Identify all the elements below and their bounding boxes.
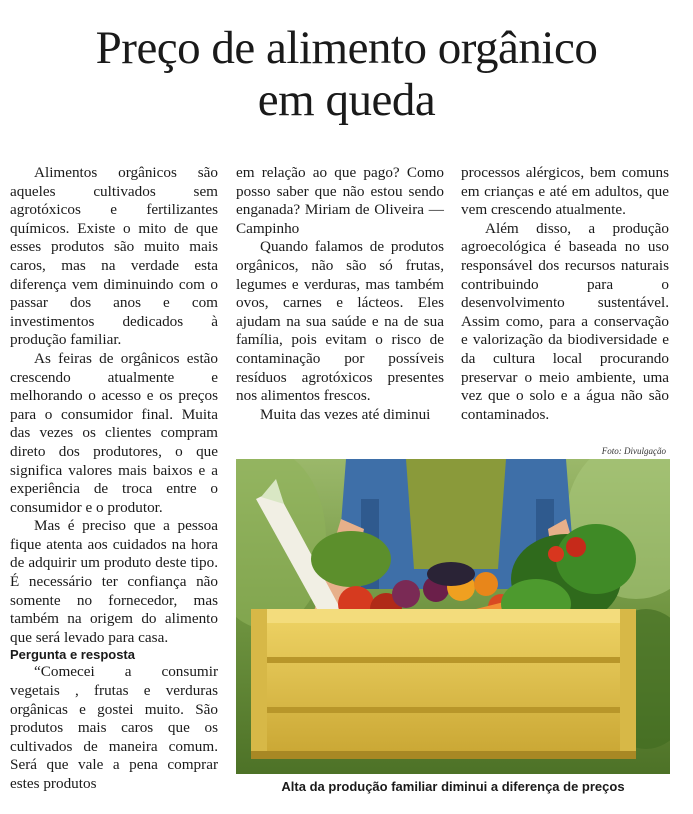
article-column-2 bbox=[236, 164, 444, 424]
headline-line-2: em queda bbox=[257, 74, 436, 126]
paragraph: processos alérgicos, bem comuns em crianças e até em adultos, que vem crescendo atualmente. bbox=[461, 164, 669, 219]
photo-caption: Alta da produção familiar diminui a diferença de preços bbox=[281, 779, 625, 794]
paragraph: Além disso, a produção agroecológica é baseada no uso responsável dos recursos naturais contribuindo para o desenvolvimento sustentável. Assim como, para a conservação e valorização da biodiversidade e da cultura local procurando preservar o meio ambiente, uma vez que o solo e a água não são contaminados. bbox=[461, 219, 669, 423]
paragraph: Muita das vezes até diminui bbox=[260, 405, 431, 423]
section-subheading: Pergunta e resposta bbox=[10, 647, 135, 663]
photo-credit: Foto: Divulgação bbox=[601, 446, 666, 456]
paragraph: em relação ao que pago? Como posso saber que não estou sendo enganada? Miriam de Oliveira — Campinho bbox=[236, 164, 444, 237]
paragraph: Quando falamos de produtos orgânicos, não são só frutas, legumes e verduras, mas também ovos, carnes e lácteos. Eles ajudam na sua saúde e na de sua família, pois evitam o risco de contaminação por possíveis resíduos agrotóxicos presentes nos alimentos frescos. bbox=[236, 238, 444, 405]
paragraph: Alimentos orgânicos são aqueles cultivados sem agrotóxicos e fertilizantes químicos. Existe o mito de que esses produtos são muito mais caros, mas na verdade esta diferença vem diminuindo com o passar dos anos e com investimentos dedicados à produção familiar. bbox=[10, 164, 218, 349]
question-paragraph: “Comecei a consumir vegetais , frutas e verduras orgânicas e gostei muito. São produtos mais caros que os cultivados de maneira comum. Será que vale a pena comprar estes produtos bbox=[10, 663, 218, 792]
vegetable-crate-photo bbox=[236, 459, 670, 774]
article-column-3 bbox=[461, 164, 669, 424]
paragraph: Mas é preciso que a pessoa fique atenta aos cuidados na hora de adquirir um produto deste tipo. É necessário ter confiança não somente no fornecedor, mas também na origem do alimento que será levado para casa. bbox=[10, 517, 218, 646]
headline-line-1: Preço de alimento orgânico bbox=[95, 22, 598, 74]
headline bbox=[0, 22, 693, 126]
article-column-1 bbox=[10, 164, 218, 794]
paragraph: As feiras de orgânicos estão crescendo atualmente e melhorando o acesso e os preços para o consumidor final. Muita das vezes os clientes compram direto dos produtores, o que significa valores mais baixos e a experiência de troca entre o consumidor e o produtor. bbox=[10, 349, 218, 516]
